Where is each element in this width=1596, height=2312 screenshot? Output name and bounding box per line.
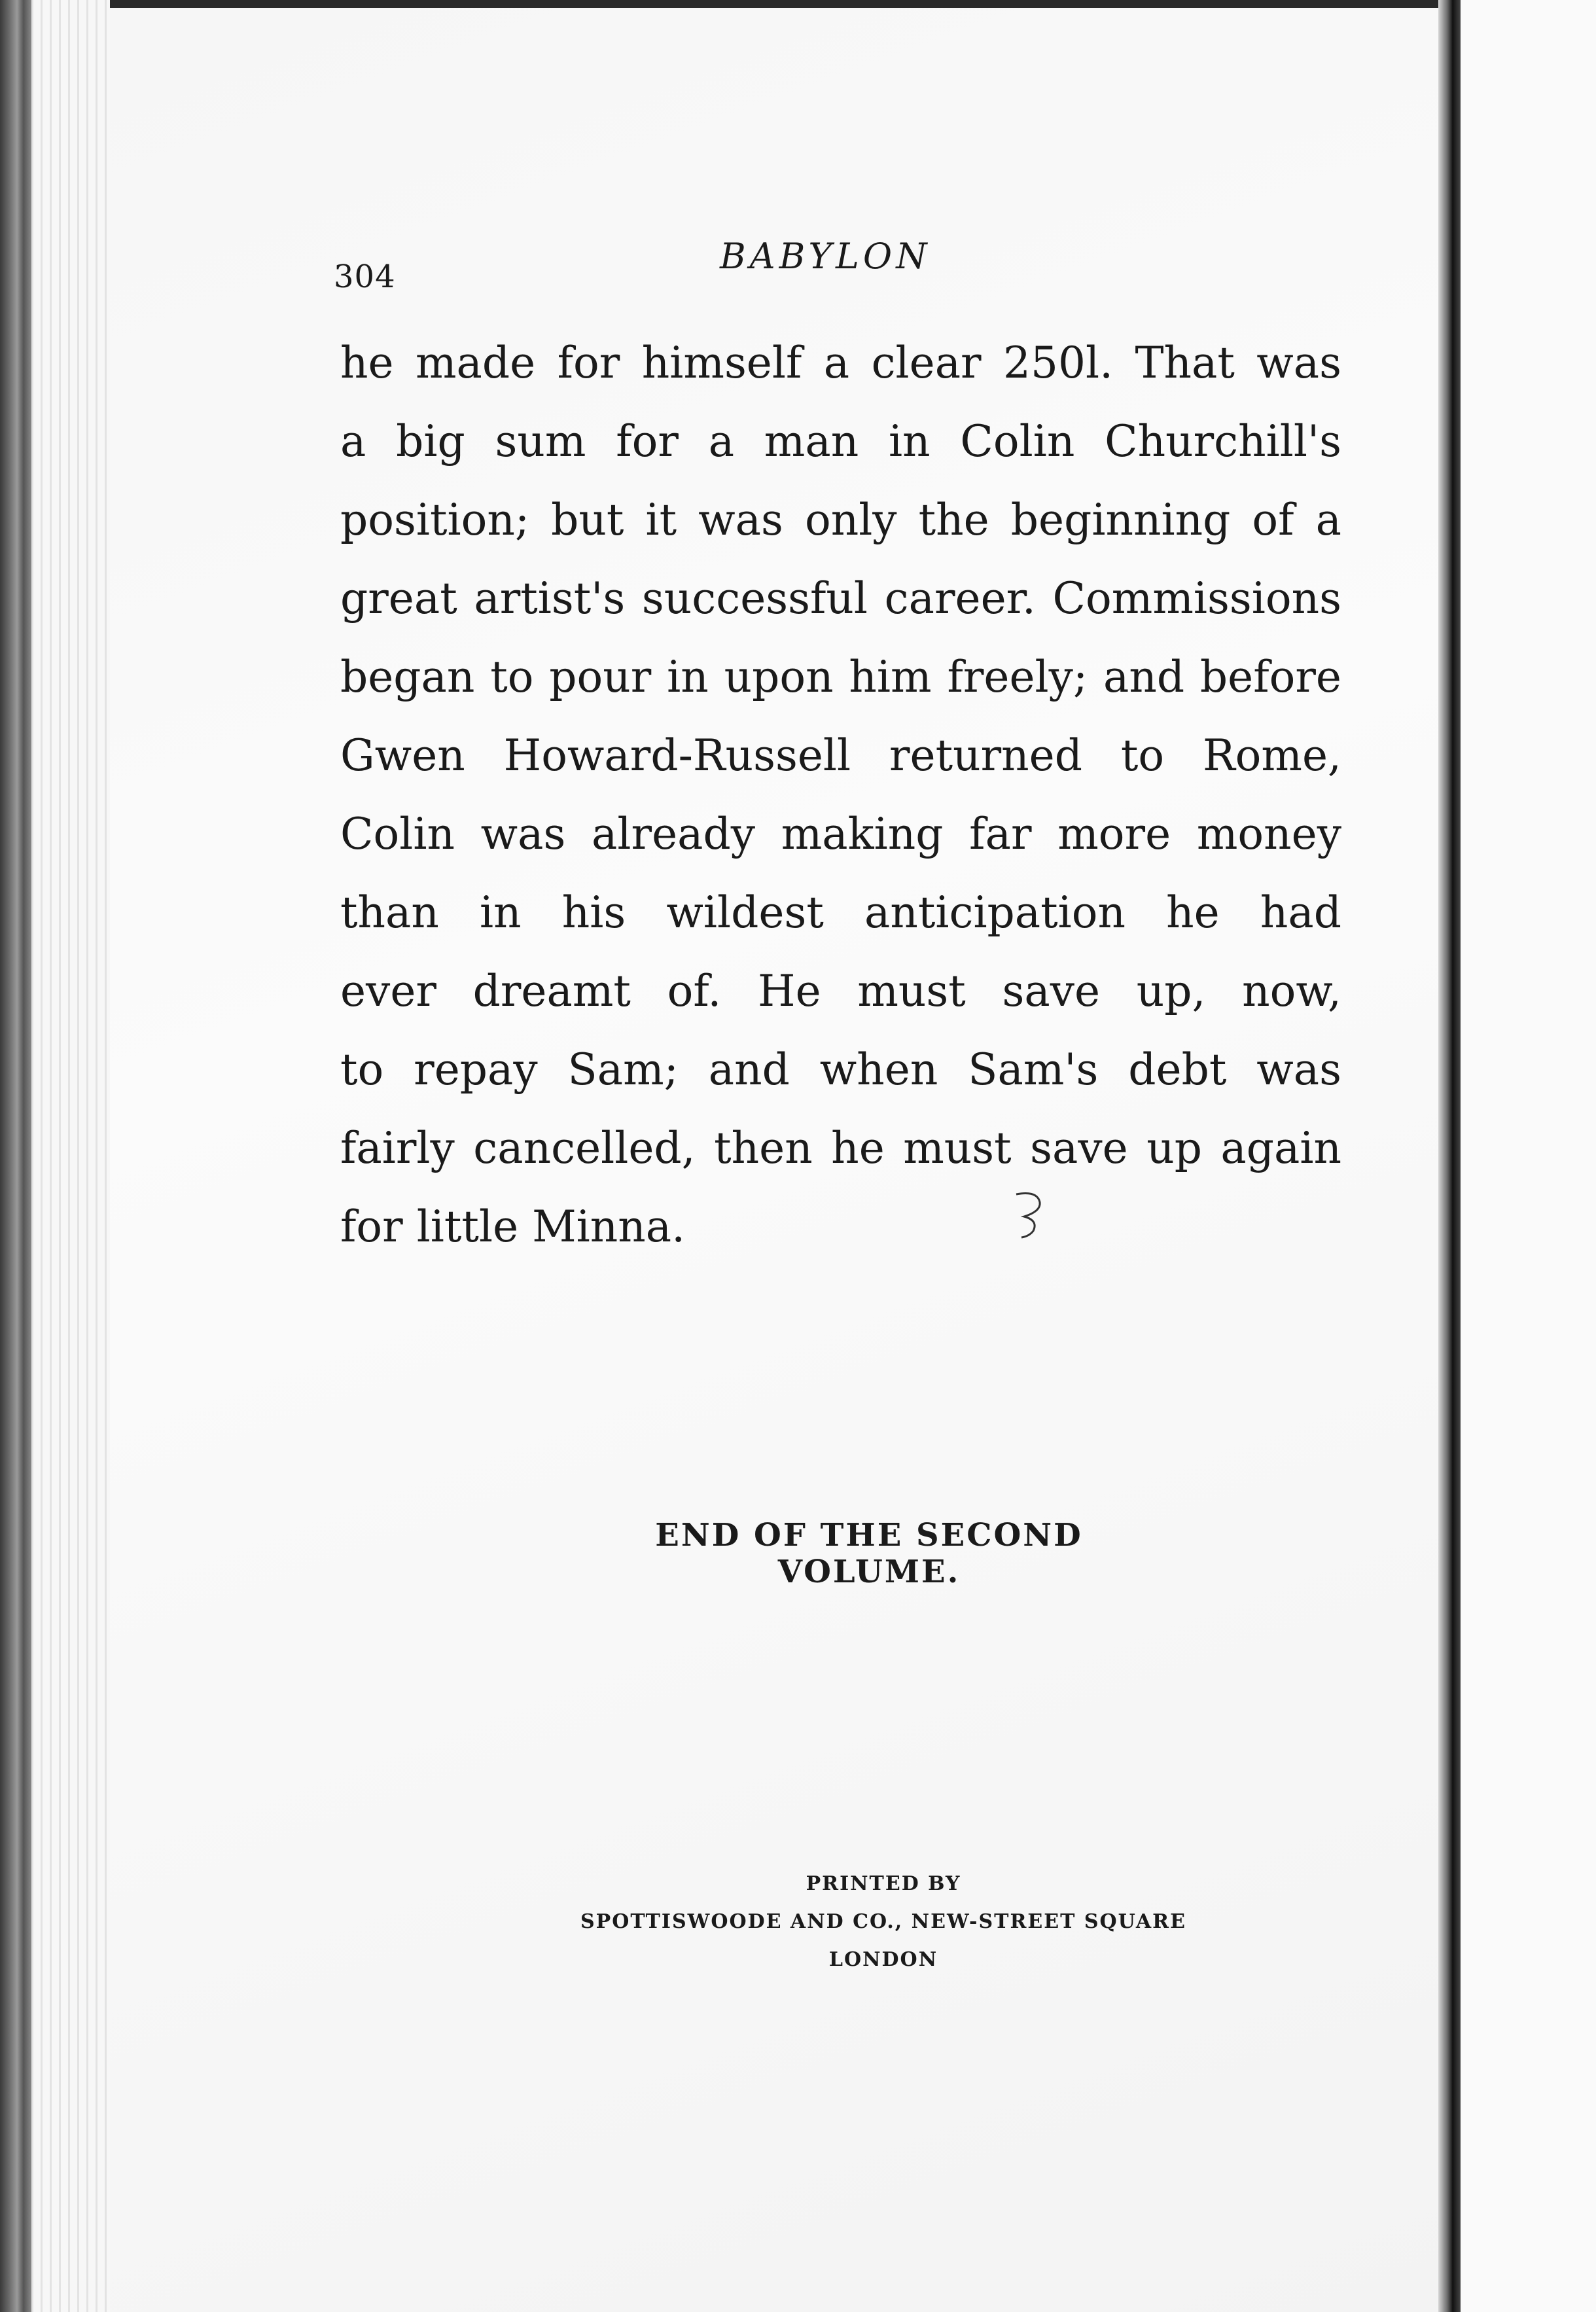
text-line: he made for himself a clear 250l. That was (340, 338, 1341, 388)
text-line: position; but it was only the beginning of a (340, 495, 1341, 545)
imprint-line: LONDON (828, 1948, 938, 1971)
scan-top-edge (0, 0, 1459, 8)
imprint-line: SPOTTISWOODE AND CO., NEW-STREET SQUARE (580, 1910, 1186, 1933)
text-line: began to pour in upon him freely; and before (340, 652, 1341, 702)
text-line: for little Minna. (340, 1201, 686, 1252)
printer-imprint (576, 1865, 1191, 1979)
text-line: Colin was already making far more money (340, 809, 1341, 859)
text-line: Gwen Howard-Russell returned to Rome, (340, 730, 1341, 781)
pencil-mark-icon (1011, 1188, 1050, 1240)
text-line: fairly cancelled, then he must save up again (340, 1123, 1341, 1173)
book-binding (0, 0, 31, 2312)
text-line: than in his wildest anticipation he had (340, 887, 1341, 938)
text-line: a big sum for a man in Colin Churchill's (340, 416, 1341, 467)
page-number: 304 (334, 258, 396, 295)
text-line: great artist's successful career. Commissions (340, 573, 1341, 624)
imprint-line: PRINTED BY (806, 1872, 961, 1895)
page-edges (31, 0, 110, 2312)
facing-page-margin (1461, 0, 1596, 2312)
text-line: ever dreamt of. He must save up, now, (340, 966, 1341, 1016)
end-of-volume-notice: END OF THE SECOND VOLUME. (655, 1517, 1083, 1590)
body-text (340, 324, 1341, 1266)
running-head: BABYLON (720, 236, 931, 277)
page-fold-shadow (1438, 0, 1461, 2312)
text-line: to repay Sam; and when Sam's debt was (340, 1044, 1341, 1095)
